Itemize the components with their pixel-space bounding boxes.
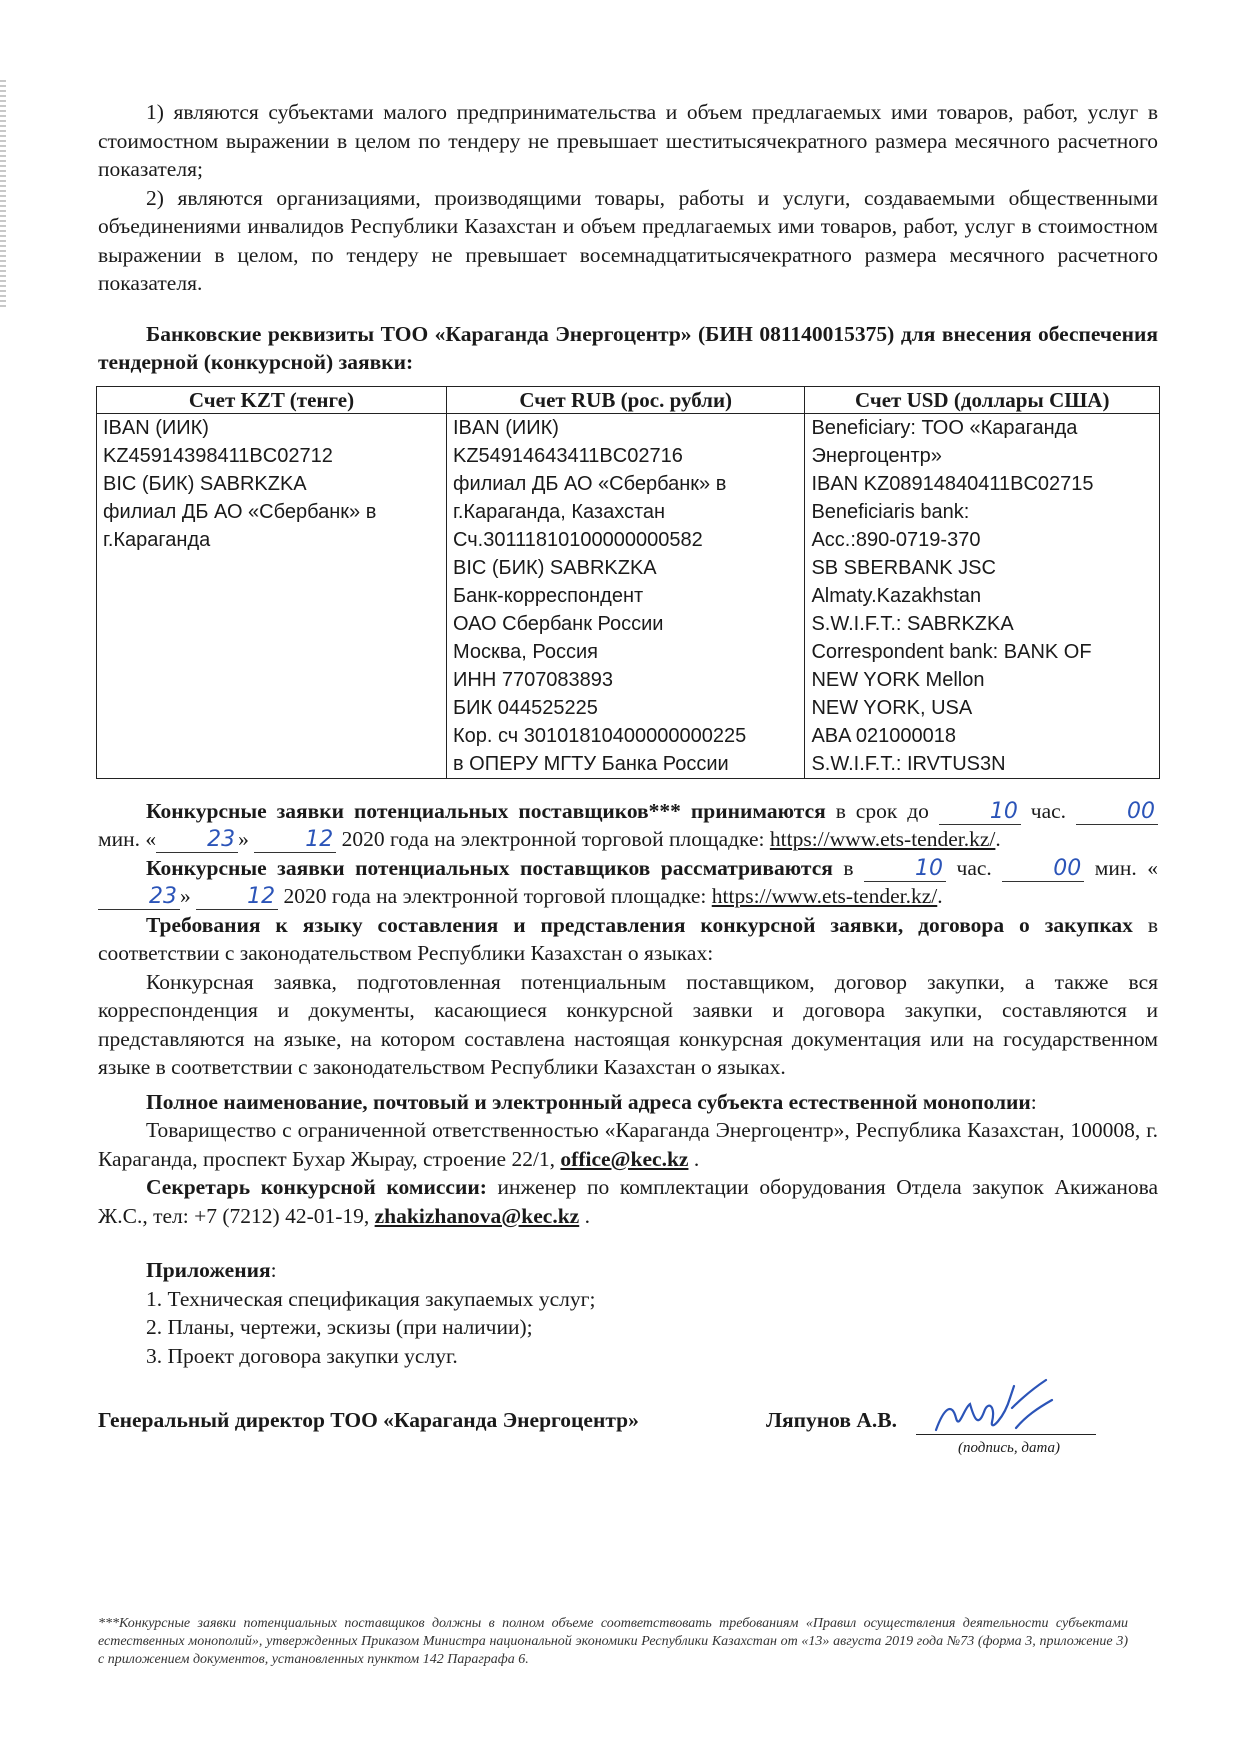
document-page [98, 98, 1158, 1464]
signature-line [916, 1434, 1096, 1435]
kzt-line: филиал ДБ АО «Сбербанк» в [103, 500, 377, 523]
address-body-paragraph [98, 1116, 1158, 1173]
text: . [688, 1146, 700, 1171]
text: в [832, 855, 865, 880]
usd-line: S.W.I.F.T.: IRVTUS3N [811, 752, 1006, 775]
text: час. [1020, 798, 1067, 823]
usd-line: Acc.:890-0719-370 [811, 528, 981, 551]
kzt-line: KZ45914398411BC02712 [103, 444, 333, 467]
secretary-bold: Секретарь конкурсной комиссии: [146, 1175, 487, 1199]
usd-line: IBAN KZ08914840411BC02715 [811, 472, 1094, 495]
kzt-line: г.Караганда [103, 528, 211, 551]
paragraph-small-business: 1) являются субъектами малого предпринимательства и объем предлагаемых ими товаров, работ, услуг в стоимостном выражении в целом по тендеру не превышает шеститысячекратного размера месячного расчетного показателя; [98, 100, 1158, 181]
handwritten-minute: 00 [1076, 800, 1158, 825]
handwritten-month: 12 [196, 885, 278, 910]
text: : [1030, 1089, 1037, 1114]
kzt-line: BIC (БИК) SABRKZKA [103, 472, 307, 495]
text: в срок до [825, 798, 939, 823]
text: . [579, 1203, 590, 1228]
handwritten-signature [926, 1378, 1076, 1448]
language-body: Конкурсная заявка, подготовленная потенциальным поставщиком, договор закупки, а также вся корреспонденция и документы, касающиеся конкурсной заявки и договора закупки, составляются и представляются на языке, на котором составлена настоящая конкурсная документация или на государственном языке в соответствии с законодательством Республики Казахстан о языках. [98, 969, 1158, 1079]
usd-cell [805, 413, 1160, 778]
usd-line: Энергоцентр» [811, 444, 942, 467]
rub-cell [447, 413, 805, 778]
ets-tender-link[interactable]: https://www.ets-tender.kz/ [769, 827, 996, 851]
address-title: Полное наименование, почтовый и электронный адреса субъекта естественной монополии [146, 1089, 1031, 1114]
handwritten-hour: 10 [864, 857, 946, 882]
usd-line: ABA 021000018 [811, 724, 957, 747]
appendix-item: 1. Техническая спецификация закупаемых услуг; [146, 1286, 596, 1311]
appendix-item: 3. Проект договора закупки услуг. [146, 1343, 458, 1368]
scan-edge-artifact [0, 80, 6, 310]
secretary-email-link[interactable]: zhakizhanova@kec.kz [374, 1203, 580, 1228]
appendix-title-paragraph [98, 1256, 1158, 1285]
handwritten-day: 23 [98, 885, 180, 910]
rub-line: Кор. сч 30101810400000000225 [453, 724, 747, 747]
usd-line: Almaty.Kazakhstan [811, 584, 982, 607]
bank-requisites-table [96, 386, 1160, 779]
acceptance-deadline-paragraph: Конкурсные заявки потенциальных поставщиков*** принимаются в срок до 10 час. 00 мин. « 23 » 12 2020 года на электронной торговой площадке: https://www.ets-tender.kz/. [98, 797, 1158, 854]
header-kzt: Счет KZT (тенге) [97, 386, 447, 413]
rub-line: KZ54914643411BC02716 [453, 444, 683, 467]
table-row [97, 413, 1160, 778]
review-bold: Конкурсные заявки потенциальных поставщиков рассматриваются [146, 855, 833, 880]
usd-line: Beneficiaris bank: [811, 500, 970, 523]
footnote: ***Конкурсные заявки потенциальных поставщиков должны в полном объеме соответствовать требованиям «Правил осуществления деятельности субъектами естественных монополий», утвержденных Приказом Министра национальной экономики Республики Казахстан от «13» августа 2019 года №73 (форма 3, приложение 3) с приложением документов, установленных пунктом 142 Параграфа 6. [98, 1616, 1128, 1667]
table-header-row [97, 386, 1160, 413]
rub-line: Банк-корреспондент [453, 584, 644, 607]
text: мин. « [1084, 855, 1158, 880]
rub-line: БИК 044525225 [453, 696, 598, 719]
text: инженер по комплектации оборудования Отдела закупок Акижанова Ж.С., тел: +7 (7212) 42-01-19, [98, 1175, 1158, 1228]
rub-line: филиал ДБ АО «Сбербанк» в [453, 472, 727, 495]
signatory-name: Ляпунов А.В. [766, 1408, 897, 1432]
text: 2020 года на электронной торговой площадке: [336, 827, 770, 851]
usd-line: NEW YORK, USA [811, 696, 973, 719]
paragraph-disabled-organizations: 2) являются организациями, производящими товары, работы и услуги, создаваемыми общественными объединениями инвалидов Республики Казахстан и объем предлагаемых ими товаров, работ, услуг в стоимостном выражении в целом, по тендеру не превышает восемнадцатитысячекратного размера месячного расчетного показателя. [98, 185, 1158, 295]
rub-line: в ОПЕРУ МГТУ Банка России [453, 752, 729, 775]
secretary-paragraph [98, 1173, 1158, 1230]
appendix-title: Приложения [146, 1258, 271, 1282]
usd-line: Beneficiary: ТОО «Караганда [811, 416, 1078, 439]
handwritten-month: 12 [254, 828, 336, 853]
kzt-cell [97, 413, 447, 778]
rub-line: ИНН 7707083893 [453, 668, 614, 691]
header-usd: Счет USD (доллары США) [805, 386, 1160, 413]
rub-line: Москва, Россия [453, 640, 598, 663]
signatory-role: Генеральный директор ТОО «Караганда Энергоцентр» [98, 1408, 639, 1432]
language-bold: Требования к языку составления и представления конкурсной заявки, договора о закупках [146, 912, 1133, 937]
office-email-link[interactable]: office@kec.kz [560, 1146, 689, 1171]
text: Товарищество с ограниченной ответственностью «Караганда Энергоцентр», Республика Казахстан, 100008, г. Караганда, проспект Бухар Жырау, строение 22/1, [98, 1118, 1158, 1171]
text: . [937, 884, 943, 908]
text: час. [946, 855, 992, 880]
ets-tender-link[interactable]: https://www.ets-tender.kz/ [711, 884, 938, 908]
handwritten-minute: 00 [1002, 857, 1084, 882]
handwritten-day: 23 [156, 828, 238, 853]
text: 2020 года на электронной торговой площадке: [278, 884, 712, 908]
kzt-line: IBAN (ИИК) [103, 416, 209, 439]
usd-line: S.W.I.F.T.: SABRKZKA [811, 612, 1014, 635]
language-requirements-paragraph [98, 911, 1158, 968]
usd-line: SB SBERBANK JSC [811, 556, 996, 579]
text: мин. « [98, 827, 157, 851]
rub-line: Сч.30111810100000000582 [453, 528, 703, 551]
header-rub: Счет RUB (рос. рубли) [447, 386, 805, 413]
bank-requisites-title: Банковские реквизиты ТОО «Караганда Энергоцентр» (БИН 081140015375) для внесения обеспечения тендерной (конкурсной) заявки: [98, 321, 1158, 374]
address-title-paragraph [98, 1088, 1158, 1117]
text: . [995, 827, 1001, 851]
text: : [270, 1258, 277, 1282]
rub-line: BIC (БИК) SABRKZKA [453, 556, 657, 579]
text: в соответствии с законодательством Республики Казахстан о языках: [98, 912, 1159, 965]
rub-line: г.Караганда, Казахстан [453, 500, 666, 523]
signature-block [98, 1394, 1158, 1464]
rub-line: IBAN (ИИК) [453, 416, 559, 439]
appendix-item: 2. Планы, чертежи, эскизы (при наличии); [146, 1315, 533, 1339]
review-deadline-paragraph: Конкурсные заявки потенциальных поставщиков рассматриваются в 10 час. 00 мин. «23 » 12 2020 года на электронной торговой площадке: https://www.ets-tender.kz/. [98, 854, 1158, 911]
signature-caption: (подпись, дата) [958, 1440, 1060, 1456]
handwritten-hour: 10 [939, 800, 1021, 825]
usd-line: NEW YORK Mellon [811, 668, 985, 691]
acceptance-bold: Конкурсные заявки потенциальных поставщиков*** принимаются [146, 798, 826, 823]
rub-line: ОАО Сбербанк России [453, 612, 664, 635]
usd-line: Correspondent bank: BANK OF [811, 640, 1092, 663]
appendix-section [98, 1256, 1158, 1370]
